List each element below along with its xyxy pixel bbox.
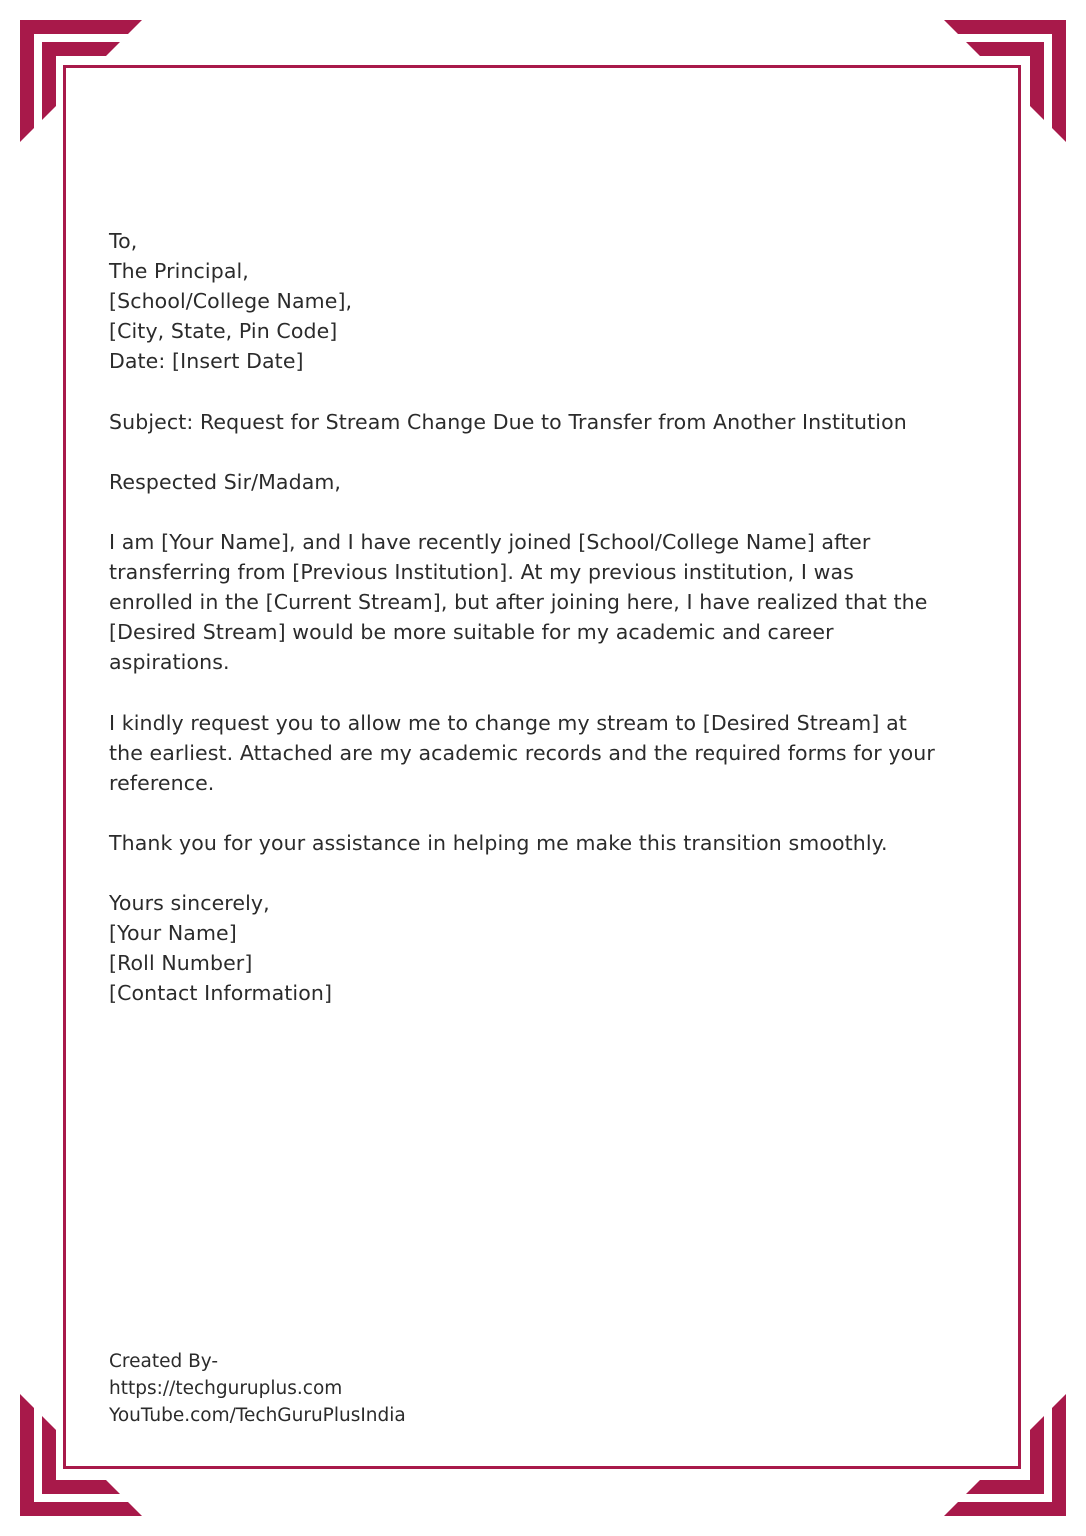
paragraph-2-line: I kindly request you to allow me to change my stream to [Desired Stream] at <box>109 710 907 735</box>
closing-signoff: Yours sincerely, <box>109 891 270 916</box>
paragraph-2-line: reference. <box>109 770 215 795</box>
paragraph-2-line: the earliest. Attached are my academic records and the required forms for your <box>109 740 935 765</box>
closing-name: [Your Name] <box>109 921 237 946</box>
corner-ornament-bottom-right <box>944 1394 1066 1516</box>
paragraph-1-line: transferring from [Previous Institution]. At my previous institution, I was <box>109 560 854 585</box>
footer-created-by: Created By- <box>109 1351 219 1372</box>
salutation: Respected Sir/Madam, <box>109 469 342 494</box>
letter-date: Date: [Insert Date] <box>109 349 304 374</box>
corner-ornament-top-right <box>944 20 1066 142</box>
address-location: [City, State, Pin Code] <box>109 319 338 344</box>
paragraph-1-line: I am [Your Name], and I have recently joined [School/College Name] after <box>109 529 871 554</box>
closing-contact: [Contact Information] <box>109 981 333 1006</box>
footer-youtube: YouTube.com/TechGuruPlusIndia <box>109 1405 406 1427</box>
paragraph-1-line: aspirations. <box>109 650 230 675</box>
footer-credits <box>109 1348 406 1430</box>
paragraph-1-line: [Desired Stream] would be more suitable for my academic and career <box>109 620 834 645</box>
address-to: To, <box>109 229 138 253</box>
letter-body <box>109 226 989 1008</box>
address-recipient: The Principal, <box>109 259 249 284</box>
paragraph-1-line: enrolled in the [Current Stream], but after joining here, I have realized that the <box>109 590 928 615</box>
closing-block <box>109 888 989 1008</box>
closing-roll-number: [Roll Number] <box>109 951 253 976</box>
subject-line: Subject: Request for Stream Change Due to Transfer from Another Institution <box>109 409 907 434</box>
address-institution: [School/College Name], <box>109 289 353 314</box>
paragraph-1 <box>109 527 989 677</box>
address-block <box>109 226 989 376</box>
corner-ornament-top-left <box>20 20 142 142</box>
footer-website: https://techguruplus.com <box>109 1378 343 1400</box>
paragraph-2 <box>109 708 989 798</box>
paragraph-3: Thank you for your assistance in helping me make this transition smoothly. <box>109 830 888 855</box>
